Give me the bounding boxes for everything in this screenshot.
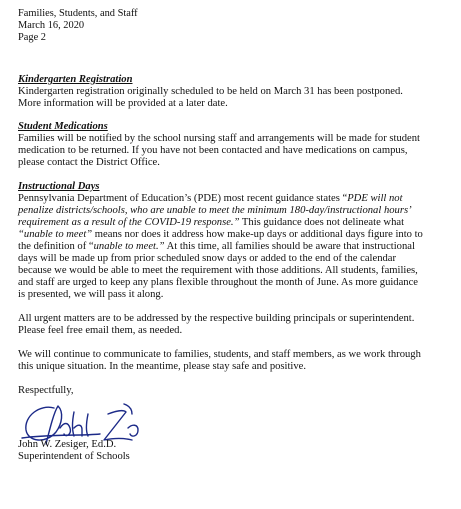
salutation: Respectfully, <box>18 385 74 396</box>
instructional-text-3: requirement as a result of the COVID-19 response.” This guidance does not delineate what <box>18 217 405 228</box>
header-date: March 16, 2020 <box>18 20 85 31</box>
urgent-text-2: Please feel free email them, as needed. <box>18 325 183 336</box>
instructional-text-2: penalize districts/schools, who are unable to meet the minimum 180-day/instructional hours’ <box>18 205 412 216</box>
instructional-text-8: and staff are urged to keep any plans flexible throughout the month of June. As more guidance <box>18 277 419 288</box>
medications-text-3: please contact the District Office. <box>18 157 160 168</box>
signatory-title: Superintendent of Schools <box>18 451 130 462</box>
instructional-text-7: because we would be able to meet the requirement with those additions. All students, families, <box>18 265 418 276</box>
urgent-text-1: All urgent matters are to be addressed by the respective building principals or superintendent. <box>18 313 415 324</box>
instructional-text-5: the definition of “unable to meet.” At this time, all families should be aware that instructional <box>18 241 415 252</box>
instructional-text-6: days will be made up from prior scheduled snow days or added to the end of the calendar <box>18 253 397 264</box>
kindergarten-text-1: Kindergarten registration originally scheduled to be held on March 31 has been postponed. <box>18 86 403 97</box>
instructional-heading: Instructional Days <box>18 181 100 192</box>
header-recipients: Families, Students, and Staff <box>18 8 138 19</box>
instructional-text-9: is presented, we will pass it along. <box>18 289 164 300</box>
closing-text-1: We will continue to communicate to families, students, and staff members, as we work through <box>18 349 421 360</box>
closing-text-2: this unique situation. In the meantime, please stay safe and positive. <box>18 361 307 372</box>
instructional-text-4: “unable to meet” means nor does it address how make-up days or additional days figure into to <box>18 229 423 240</box>
medications-text-1: Families will be notified by the school nursing staff and arrangements will be made for student <box>18 133 420 144</box>
kindergarten-heading: Kindergarten Registration <box>18 74 133 85</box>
instructional-text-1: Pennsylvania Department of Education’s (PDE) most recent guidance states “PDE will not <box>18 193 403 204</box>
medications-heading: Student Medications <box>18 121 108 132</box>
signatory-name: John W. Zesiger, Ed.D. <box>18 439 117 450</box>
medications-text-2: medication to be returned. If you have not been contacted and have medications on campus, <box>18 145 408 156</box>
header-page-number: Page 2 <box>18 32 46 43</box>
kindergarten-text-2: More information will be provided at a later date. <box>18 98 228 109</box>
